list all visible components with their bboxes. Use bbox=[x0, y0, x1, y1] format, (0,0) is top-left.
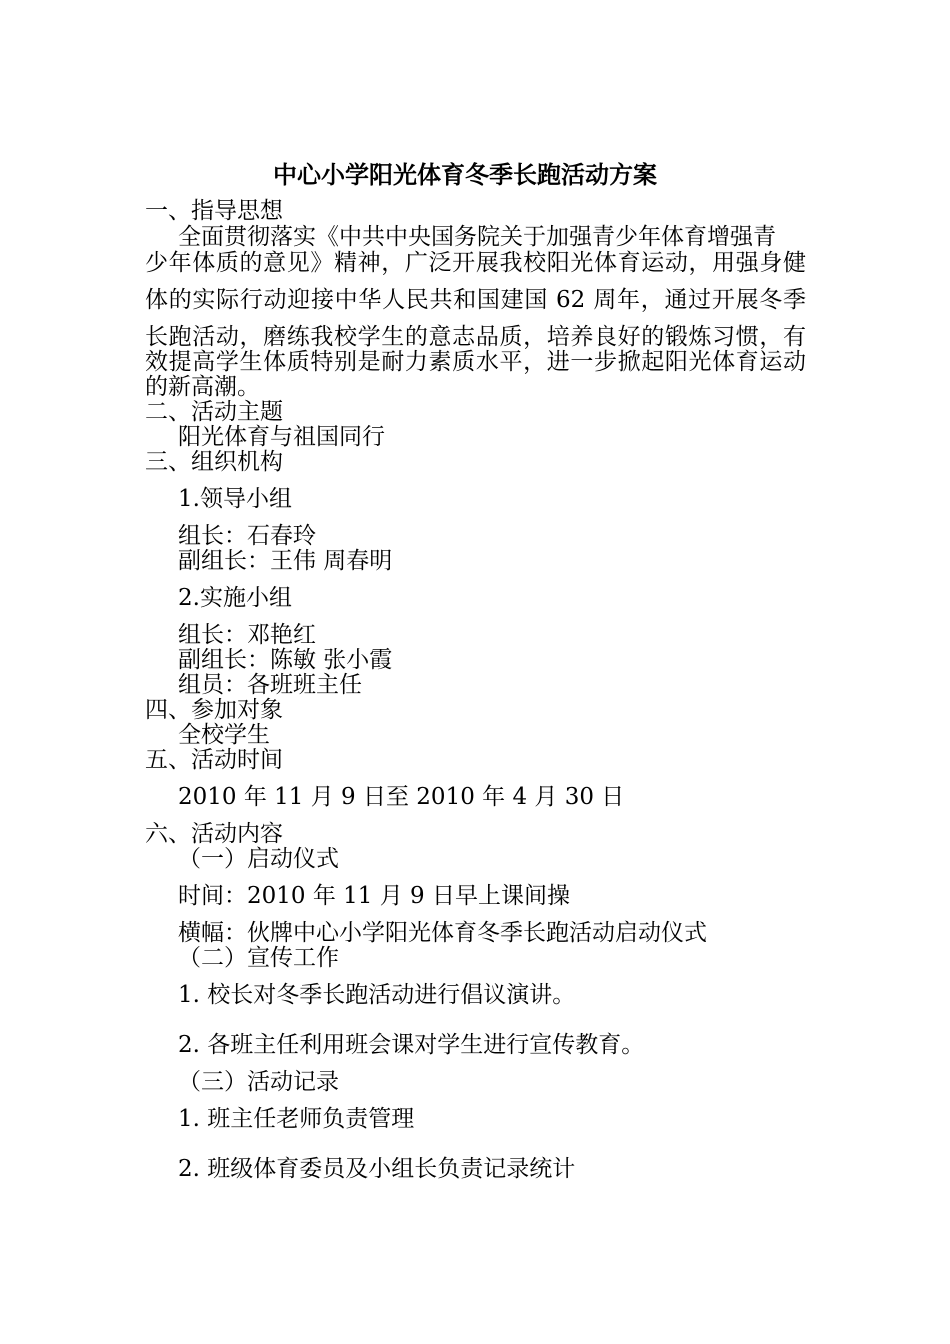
paragraph-line: 体的实际行动迎接中华人民共和国建国 62 周年，通过开展冬季 bbox=[145, 287, 806, 313]
paragraph-line: 的新高潮。 bbox=[145, 374, 260, 400]
list-item: 2. 各班主任利用班会课对学生进行宣传教育。 bbox=[178, 1032, 645, 1058]
section-heading-activity-content: 六、活动内容 bbox=[145, 821, 283, 847]
section-heading-participants: 四、参加对象 bbox=[145, 697, 283, 723]
section-heading-guiding-ideology: 一、指导思想 bbox=[145, 198, 283, 224]
section-heading-activity-time: 五、活动时间 bbox=[145, 747, 283, 773]
activity-time-text: 2010 年 11 月 9 日至 2010 年 4 月 30 日 bbox=[178, 784, 625, 810]
participants-text: 全校学生 bbox=[178, 722, 270, 748]
launch-banner: 横幅：伙牌中心小学阳光体育冬季长跑活动启动仪式 bbox=[178, 920, 707, 946]
paragraph-line: 少年体质的意见》精神，广泛开展我校阳光体育运动，用强身健 bbox=[145, 250, 806, 276]
paragraph-line: 长跑活动，磨练我校学生的意志品质，培养良好的锻炼习惯，有 bbox=[145, 324, 806, 350]
subsection-title-launch: （一）启动仪式 bbox=[178, 846, 339, 872]
group-leader: 组长：邓艳红 bbox=[178, 622, 316, 648]
section-heading-organization: 三、组织机构 bbox=[145, 449, 283, 475]
group-deputy: 副组长：王伟 周春明 bbox=[178, 548, 393, 574]
subsection-title-records: （三）活动记录 bbox=[178, 1069, 339, 1095]
subsection-title-publicity: （二）宣传工作 bbox=[178, 945, 339, 971]
paragraph-line: 效提高学生体质特别是耐力素质水平，进一步掀起阳光体育运动 bbox=[145, 349, 806, 375]
activity-theme-text: 阳光体育与祖国同行 bbox=[178, 424, 385, 450]
group-members: 组员：各班班主任 bbox=[178, 672, 362, 698]
group-title-implementation: 2.实施小组 bbox=[178, 585, 292, 611]
section-heading-activity-theme: 二、活动主题 bbox=[145, 399, 283, 425]
launch-time: 时间：2010 年 11 月 9 日早上课间操 bbox=[178, 883, 570, 909]
list-item: 2. 班级体育委员及小组长负责记录统计 bbox=[178, 1156, 576, 1182]
list-item: 1. 校长对冬季长跑活动进行倡议演讲。 bbox=[178, 982, 576, 1008]
paragraph-line: 全面贯彻落实《中共中央国务院关于加强青少年体育增强青 bbox=[178, 224, 776, 250]
list-item: 1. 班主任老师负责管理 bbox=[178, 1106, 415, 1132]
group-title-leadership: 1.领导小组 bbox=[178, 486, 292, 512]
document-title: 中心小学阳光体育冬季长跑活动方案 bbox=[273, 160, 657, 189]
group-deputy: 副组长：陈敏 张小霞 bbox=[178, 647, 393, 673]
group-leader: 组长：石春玲 bbox=[178, 523, 316, 549]
